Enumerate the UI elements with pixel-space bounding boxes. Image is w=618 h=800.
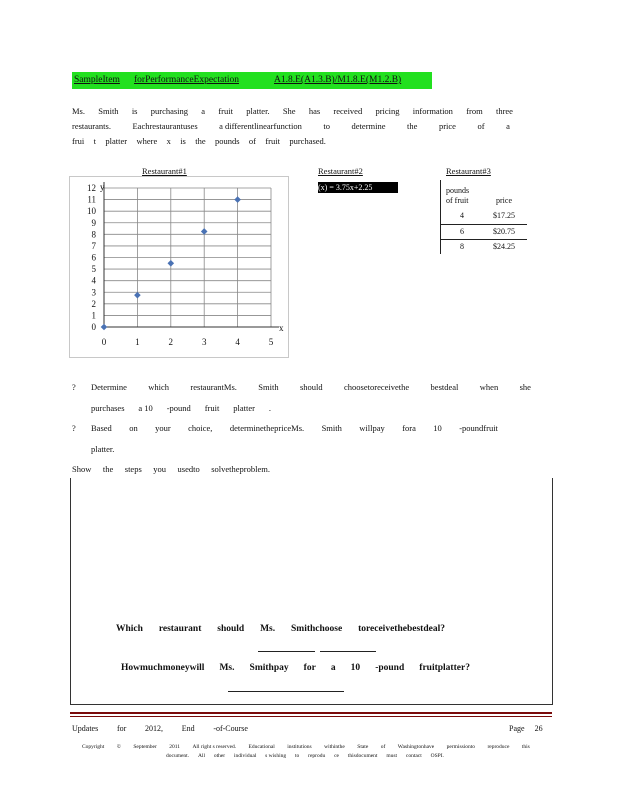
word: frui bbox=[72, 136, 85, 146]
word: a 10 bbox=[138, 403, 153, 413]
word: ce bbox=[334, 753, 339, 759]
question-1-bullet: ? bbox=[72, 382, 76, 392]
word: pricing bbox=[375, 106, 400, 116]
word: -poundfruit bbox=[459, 423, 498, 433]
x-tick-label: 4 bbox=[235, 337, 240, 347]
word: Smith bbox=[321, 423, 342, 433]
word: withinthe bbox=[324, 744, 345, 750]
word: information bbox=[412, 106, 453, 116]
word: -pound bbox=[375, 663, 405, 673]
restaurant3-table bbox=[440, 180, 527, 254]
word: should bbox=[217, 624, 245, 634]
data-point bbox=[101, 324, 108, 331]
word: Smith bbox=[98, 106, 119, 116]
word: to bbox=[323, 121, 330, 131]
word: Ms. bbox=[260, 624, 276, 634]
word: All bbox=[197, 753, 205, 759]
word: fora bbox=[402, 423, 416, 433]
col-header-pounds bbox=[441, 180, 527, 196]
word: contact bbox=[405, 753, 422, 759]
y-tick-label: 9 bbox=[91, 217, 96, 228]
word: -of-Course bbox=[213, 724, 248, 733]
y-tick-label: 6 bbox=[91, 252, 96, 263]
word: OSPI. bbox=[430, 753, 444, 759]
word: 2011 bbox=[169, 744, 181, 750]
word: reprodu bbox=[308, 753, 326, 759]
cell-price: $24.25 bbox=[493, 242, 515, 251]
word: restaurantMs. bbox=[190, 382, 237, 392]
word: the bbox=[195, 136, 206, 146]
word: 2012, bbox=[144, 724, 163, 733]
word: is bbox=[180, 136, 186, 146]
y-tick-label: 4 bbox=[91, 275, 96, 286]
footer-rule-thin bbox=[70, 716, 552, 717]
word: choice, bbox=[188, 423, 213, 433]
word: from bbox=[466, 106, 483, 116]
word: should bbox=[299, 382, 323, 392]
word: has bbox=[308, 106, 321, 116]
word: of bbox=[248, 136, 256, 146]
word: Determine bbox=[91, 382, 127, 392]
col-header-price: price bbox=[496, 196, 512, 205]
section-banner bbox=[72, 72, 432, 89]
word: a bbox=[330, 663, 336, 673]
word: -pound bbox=[166, 403, 191, 413]
banner-performance: forPerformanceExpectation bbox=[134, 75, 239, 85]
word: received bbox=[333, 106, 363, 116]
word: fruitplatter? bbox=[419, 663, 470, 673]
answer-1-blank[interactable] bbox=[258, 651, 315, 652]
answer-1-blank-extension[interactable] bbox=[320, 651, 376, 652]
word: document. bbox=[166, 753, 190, 759]
y-tick-label: 11 bbox=[87, 194, 96, 205]
word: Eachrestaurantuses bbox=[132, 121, 198, 131]
word: on bbox=[129, 423, 138, 433]
word: steps bbox=[124, 464, 142, 474]
word: of bbox=[477, 121, 485, 131]
word: you bbox=[153, 464, 167, 474]
footer-rule bbox=[70, 712, 552, 714]
word: bestdeal bbox=[430, 382, 459, 392]
word: Show bbox=[72, 464, 92, 474]
word: a bbox=[201, 106, 206, 116]
table-row bbox=[441, 240, 527, 254]
page-label: Page bbox=[509, 724, 525, 733]
word: She bbox=[282, 106, 296, 116]
word: fruit bbox=[204, 403, 220, 413]
word: Updates bbox=[72, 724, 99, 733]
word: t bbox=[93, 136, 97, 146]
restaurant2-equation: (x) = 3.75x+2.25 bbox=[318, 182, 398, 193]
word: for bbox=[303, 663, 316, 673]
cell-price: $20.75 bbox=[493, 227, 515, 236]
y-tick-label: 5 bbox=[91, 264, 96, 275]
word: Which bbox=[116, 624, 143, 634]
col-header-row bbox=[441, 196, 527, 208]
banner-codes: A1.8.E(A1.3.B)/M1.8.E(M1.2.B) bbox=[274, 75, 402, 85]
word: is bbox=[131, 106, 138, 116]
word: toreceivethebestdeal? bbox=[358, 624, 445, 634]
table-row bbox=[441, 225, 527, 240]
word: when bbox=[479, 382, 499, 392]
word: price bbox=[438, 121, 456, 131]
word: usedto bbox=[177, 464, 200, 474]
x-tick-label: 2 bbox=[168, 337, 174, 347]
question-2-bullet: ? bbox=[72, 423, 76, 433]
cell-pounds: 8 bbox=[460, 242, 464, 251]
word: 10 bbox=[433, 423, 442, 433]
answer-prompt-2 bbox=[121, 662, 470, 674]
word: a differentlinearfunction bbox=[219, 121, 302, 131]
word: purchases bbox=[91, 403, 125, 413]
word: restaurants. bbox=[72, 121, 111, 131]
word: Ms. bbox=[219, 663, 235, 673]
word: individual bbox=[234, 753, 257, 759]
word: other bbox=[213, 753, 226, 759]
word: where bbox=[136, 136, 158, 146]
x-tick-label: 1 bbox=[135, 337, 140, 347]
word: this bbox=[521, 744, 530, 750]
restaurant1-title: Restaurant#1 bbox=[142, 166, 187, 176]
word: thisdocument bbox=[347, 753, 378, 759]
y-tick-label: 3 bbox=[91, 287, 96, 298]
question-2-line-1 bbox=[91, 423, 498, 434]
word: Howmuchmoneywill bbox=[121, 663, 205, 673]
data-point bbox=[201, 228, 208, 235]
word: determinethepriceMs. bbox=[229, 423, 305, 433]
word: All right s reserved. bbox=[192, 744, 237, 750]
col-header-pounds-a: pounds bbox=[446, 186, 470, 195]
word: x bbox=[166, 136, 171, 146]
word: Based bbox=[91, 423, 112, 433]
data-point bbox=[168, 260, 175, 267]
word: Smith bbox=[258, 382, 279, 392]
y-tick-label: 10 bbox=[87, 206, 96, 217]
y-tick-label: 8 bbox=[91, 229, 96, 240]
data-point bbox=[134, 292, 141, 299]
word: restaurant bbox=[158, 624, 202, 634]
x-tick-label: 0 bbox=[101, 337, 107, 347]
word: reproduce bbox=[487, 744, 510, 750]
y-axis-label: y bbox=[100, 182, 105, 192]
intro-line-2 bbox=[72, 121, 510, 132]
copyright-line-2 bbox=[166, 753, 444, 760]
word: which bbox=[148, 382, 170, 392]
word: a bbox=[506, 121, 510, 131]
table-row bbox=[441, 208, 527, 225]
word: Ms. bbox=[72, 106, 85, 116]
word: End bbox=[181, 724, 195, 733]
word: fruit bbox=[265, 136, 280, 146]
footer-updates bbox=[72, 724, 248, 734]
word: 10 bbox=[350, 663, 361, 673]
word: purchasing bbox=[150, 106, 189, 116]
word: institutions bbox=[287, 744, 312, 750]
word: . bbox=[268, 403, 271, 413]
cell-pounds: 6 bbox=[460, 227, 464, 236]
word: platter bbox=[105, 136, 128, 146]
word: Smithchoose bbox=[291, 624, 343, 634]
cell-pounds: 4 bbox=[460, 211, 464, 220]
word: pounds bbox=[214, 136, 240, 146]
word: Smithpay bbox=[249, 663, 289, 673]
y-tick-label: 7 bbox=[91, 240, 96, 251]
word: fruit bbox=[218, 106, 233, 116]
footer-page bbox=[509, 724, 543, 734]
word: to bbox=[294, 753, 300, 759]
copyright-line-1 bbox=[82, 744, 530, 751]
word: the bbox=[102, 464, 114, 474]
word: platter bbox=[233, 403, 255, 413]
word: © bbox=[116, 744, 121, 750]
word: willpay bbox=[359, 423, 385, 433]
y-tick-label: 12 bbox=[87, 183, 96, 193]
chart-frame bbox=[70, 177, 289, 358]
word: Copyright bbox=[82, 744, 105, 750]
word: the bbox=[407, 121, 418, 131]
cell-price: $17.25 bbox=[493, 211, 515, 220]
show-steps-instruction bbox=[72, 464, 270, 475]
word: three bbox=[495, 106, 513, 116]
data-point bbox=[234, 196, 241, 203]
question-1-line-2 bbox=[91, 403, 271, 414]
answer-prompt-1 bbox=[116, 623, 445, 635]
word: choosetoreceivethe bbox=[344, 382, 410, 392]
word: of bbox=[380, 744, 386, 750]
y-tick-label: 0 bbox=[91, 322, 96, 332]
word: State bbox=[357, 744, 369, 750]
restaurant2-title: Restaurant#2 bbox=[318, 166, 363, 176]
word: Educational bbox=[248, 744, 275, 750]
banner-label: SampleItem bbox=[74, 75, 120, 85]
x-tick-label: 5 bbox=[268, 337, 274, 347]
question-2-line-2: platter. bbox=[91, 444, 115, 454]
intro-line-1 bbox=[72, 106, 513, 117]
word: purchased. bbox=[289, 136, 326, 146]
word: September bbox=[133, 744, 157, 750]
word: s wishing bbox=[265, 753, 287, 759]
word: must bbox=[386, 753, 398, 759]
word: she bbox=[519, 382, 531, 392]
question-1-line-1 bbox=[91, 382, 531, 393]
intro-line-3 bbox=[72, 136, 326, 147]
word: Washingtonhave bbox=[397, 744, 435, 750]
page-number: 26 bbox=[534, 724, 543, 733]
word: your bbox=[155, 423, 171, 433]
answer-2-blank[interactable] bbox=[228, 691, 344, 692]
x-axis-label: x bbox=[279, 323, 284, 333]
col-header-pounds-b: of fruit bbox=[446, 196, 469, 205]
word: solvetheproblem. bbox=[211, 464, 270, 474]
y-tick-label: 2 bbox=[91, 298, 96, 309]
word: determine bbox=[351, 121, 386, 131]
word: permissionto bbox=[446, 744, 476, 750]
restaurant1-chart bbox=[69, 176, 289, 358]
y-tick-label: 1 bbox=[91, 310, 96, 321]
x-tick-label: 3 bbox=[201, 337, 207, 347]
restaurant3-title: Restaurant#3 bbox=[446, 166, 491, 176]
word: for bbox=[116, 724, 127, 733]
word: platter. bbox=[246, 106, 270, 116]
